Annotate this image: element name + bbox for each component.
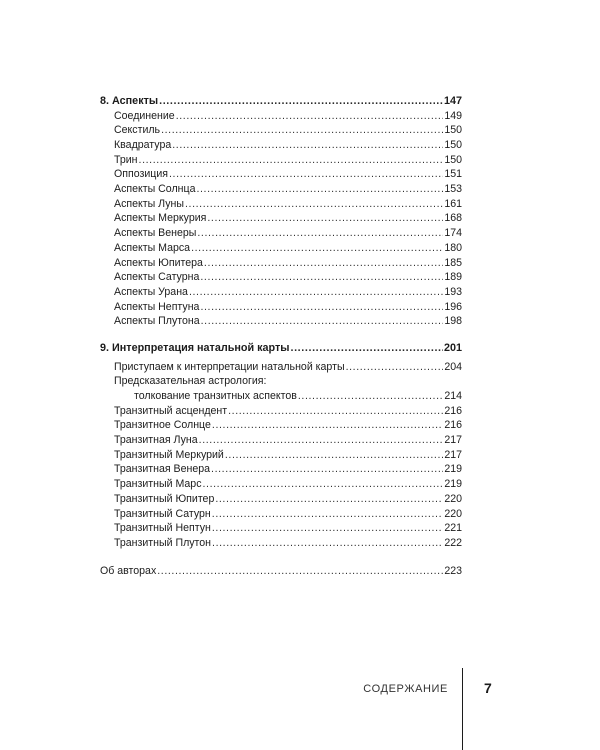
page-number: 147 [443,94,462,107]
page-number: 204 [444,360,462,373]
dot-leader [204,256,443,271]
entry-label: Приступаем к интерпретации натальной карты [114,360,345,373]
dot-leader [225,448,443,463]
toc-entry[interactable] [100,138,462,153]
entry-label: Аспекты Юпитера [114,256,203,269]
toc-entry[interactable] [100,433,462,448]
entry-label: Аспекты Плутона [114,315,200,328]
toc-entry[interactable] [100,314,462,329]
dot-leader [207,211,443,226]
dot-leader [211,462,443,477]
dot-leader [191,241,443,256]
toc-entry[interactable] [100,197,462,212]
dot-leader [346,360,444,375]
table-of-contents [100,94,462,578]
dot-leader [139,153,444,168]
folio-page-number: 7 [484,680,492,696]
dot-leader [161,123,443,138]
section-spacer [100,551,462,564]
entry-label: Аспекты Солнца [114,183,196,196]
toc-entry-heading: Предсказательная астрология: [114,375,267,388]
dot-leader [200,300,443,315]
page-number: 222 [444,536,462,549]
dot-leader [215,492,443,507]
toc-entry[interactable] [100,507,462,522]
dot-leader [203,477,444,492]
toc-entry[interactable] [100,241,462,256]
entry-label: Транзитная Луна [114,434,198,447]
entry-label: Транзитный Юпитер [114,492,215,505]
entry-label: Секстиль [114,124,161,137]
dot-leader [196,182,443,197]
section-spacer [100,329,462,341]
page-number: 214 [444,390,462,403]
entry-label: Транзитный Нептун [114,522,211,535]
dot-leader [157,564,443,579]
page-number: 201 [443,341,462,354]
page-number: 216 [444,419,462,432]
page-number: 168 [444,212,462,225]
dot-leader [298,389,443,404]
toc-entry[interactable] [100,389,462,404]
dot-leader [212,507,444,522]
entry-label: Соединение [114,109,175,122]
dot-leader [200,270,443,285]
page-number: 221 [444,522,462,535]
dot-leader [228,404,443,419]
page-number: 223 [444,564,462,577]
dot-leader [189,285,443,300]
entry-label: Квадратура [114,139,172,152]
dot-leader [169,167,443,182]
chapter-title: 8. Аспекты [100,94,159,107]
page-number: 220 [444,492,462,505]
entry-label: Транзитное Солнце [114,419,211,432]
entry-label: Транзитный Сатурн [114,507,211,520]
toc-entry[interactable] [100,182,462,197]
dot-leader [176,109,444,124]
toc-chapter-8[interactable] [100,94,462,109]
entry-label: Аспекты Нептуна [114,300,200,313]
toc-entry[interactable] [100,521,462,536]
page-number: 161 [444,197,462,210]
entry-label: Транзитный Плутон [114,536,212,549]
dot-leader [212,418,443,433]
dot-leader [197,226,443,241]
page-number: 185 [444,256,462,269]
toc-entry[interactable] [100,300,462,315]
page-number: 180 [444,241,462,254]
entry-label: Аспекты Меркурия [114,212,207,225]
entry-label: Аспекты Венеры [114,227,197,240]
toc-entry[interactable] [100,153,462,168]
page-number: 149 [444,109,462,122]
toc-entry[interactable] [100,463,462,478]
page-number: 216 [444,404,462,417]
page-number: 153 [444,183,462,196]
entry-label: Транзитный Меркурий [114,448,224,461]
footer-vertical-rule [462,668,463,750]
toc-entry[interactable] [100,418,462,433]
page-number: 151 [444,168,462,181]
page-number: 150 [444,153,462,166]
entry-label: Оппозиция [114,168,168,181]
toc-entry[interactable] [100,226,462,241]
toc-entry[interactable] [100,477,462,492]
toc-entry[interactable] [100,448,462,463]
entry-label: Об авторах [100,564,157,577]
entry-label: Транзитная Венера [114,463,211,476]
toc-entry[interactable] [100,212,462,227]
page-number: 150 [444,139,462,152]
entry-label: толкование транзитных аспектов [134,390,297,403]
toc-entry[interactable] [100,109,462,124]
toc-entry[interactable] [100,123,462,138]
page-number: 198 [444,315,462,328]
entry-label: Аспекты Марса [114,241,191,254]
page-number: 217 [444,434,462,447]
entry-label: Аспекты Луны [114,197,184,210]
page-number: 219 [444,478,462,491]
entry-label: Транзитный Марс [114,478,202,491]
dot-leader [159,94,443,109]
toc-chapter-9[interactable] [100,341,462,356]
page-number: 196 [444,300,462,313]
dot-leader [212,521,443,536]
toc-entry[interactable] [100,492,462,507]
dot-leader [199,433,444,448]
running-footer-section: СОДЕРЖАНИЕ [363,683,448,695]
dot-leader [185,197,443,212]
toc-entry[interactable] [100,360,462,375]
entry-label: Трин [114,153,138,166]
toc-entry[interactable] [100,404,462,419]
chapter-title: 9. Интерпретация натальной карты [100,341,290,354]
page-number: 220 [444,507,462,520]
page-number: 219 [444,463,462,476]
entry-label: Аспекты Урана [114,285,188,298]
toc-entry[interactable] [100,270,462,285]
dot-leader [212,536,443,551]
toc-entry[interactable] [100,536,462,551]
entry-label: Аспекты Сатурна [114,271,200,284]
dot-leader [201,314,444,329]
dot-leader [172,138,443,153]
page-number: 150 [444,124,462,137]
toc-about-authors[interactable] [100,564,462,579]
page-number: 189 [444,271,462,284]
toc-entry[interactable] [100,285,462,300]
page-number: 217 [444,448,462,461]
entry-label: Транзитный асцендент [114,404,228,417]
dot-leader [290,341,443,356]
toc-entry[interactable] [100,167,462,182]
page-number: 193 [444,285,462,298]
page-number: 174 [444,227,462,240]
toc-entry[interactable] [100,256,462,271]
